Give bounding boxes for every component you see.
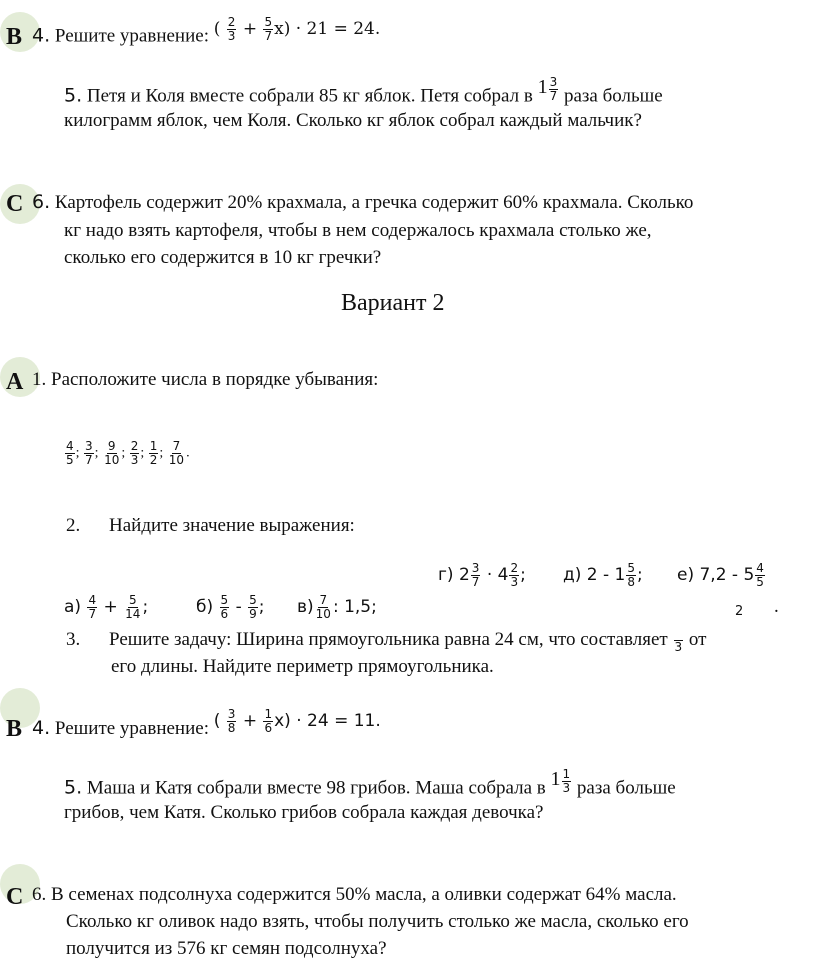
task-5-line-2: грибов, чем Катя. Сколько грибов собрала каждая девочка? <box>64 802 544 823</box>
expr-e: е) 7,2 - 5 $\frac{4}{5}$ <box>677 561 764 589</box>
task-text: В семенах подсолнуха содержится 50% масла, а оливки содержат 64% масла. <box>51 884 677 905</box>
task-text: Решите уравнение: <box>54 718 209 740</box>
task-number: 5. <box>64 776 83 799</box>
fraction: $\frac{7}{10}$ <box>168 439 185 467</box>
task-4-line <box>32 15 381 50</box>
expr-d: д) 2 - 1 $\frac{5}{8}$ ; <box>563 561 643 589</box>
task-6-line-3: получится из 576 кг семян подсолнуха? <box>66 938 387 959</box>
task-number: 6. <box>32 884 47 905</box>
task-number: 4. <box>32 24 51 47</box>
fraction: $\frac{5}{7}$ <box>264 15 273 43</box>
task-6-line-1 <box>32 885 677 904</box>
fraction: $\frac{9}{10}$ <box>104 439 120 467</box>
task-number: 4. <box>32 717 51 740</box>
task-text-end: раза больше <box>563 85 663 107</box>
fraction: $\frac{3}{7}$ <box>85 439 93 467</box>
task-6-line-1 <box>32 193 693 212</box>
task-number: 5. <box>64 84 83 107</box>
level-letter: B <box>6 716 23 742</box>
task-number: 1. <box>32 369 47 390</box>
fraction: $\frac{2}{3}$ <box>130 439 139 467</box>
variant-title: Вариант 2 <box>341 290 445 316</box>
plus-sign: + <box>242 18 258 39</box>
task-4-line <box>32 707 381 742</box>
expr-g: г) 2 $\frac{3}{7}$ · 4 $\frac{2}{3}$ ; <box>438 561 526 589</box>
task-text-end: от <box>688 629 707 650</box>
task-text: Найдите значение выражения: <box>109 515 355 536</box>
task-text: Картофель содержит 20% крахмала, а гречка содержит 60% крахмала. Сколько <box>54 192 694 213</box>
task-text: Решите уравнение: <box>54 25 209 47</box>
task-text: Петя и Коля вместе собрали 85 кг яблок. Петя собрал в <box>86 85 533 107</box>
fraction-list: $\frac{4}{5}$ ; $\frac{3}{7}$ ; $\frac{9}{10}$ ; $\frac{2}{3}$ ; $\frac{1}{2}$ ; $\frac{7}{10}$ . <box>66 439 190 467</box>
task-text: Расположите числа в порядке убывания: <box>51 369 379 390</box>
equation: ( $\frac{3}{8}$ + $\frac{1}{6}$ x) · 24 = 11. <box>213 707 381 735</box>
task-5-line-1 <box>64 75 663 110</box>
mixed-number: 1 $\frac{1}{3}$ <box>550 767 571 795</box>
task-5-line-2: килограмм яблок, чем Коля. Сколько кг яблок собрал каждый мальчик? <box>64 110 642 131</box>
fraction: $\frac{1}{2}$ <box>149 439 158 467</box>
task-3-line-2: его длины. Найдите периметр прямоугольника. <box>111 656 494 677</box>
task-5-line-1 <box>64 767 676 802</box>
level-letter: A <box>6 369 24 395</box>
stray-dot: . <box>774 596 779 617</box>
expr-a: а) $\frac{4}{7}$ + $\frac{5}{14}$ ; <box>64 593 149 621</box>
task-6-line-2: Сколько кг оливок надо взять, чтобы получить столько же масла, сколько его <box>66 911 689 932</box>
task-6-line-2: кг надо взять картофеля, чтобы в нем содержалось крахмала столько же, <box>64 220 652 241</box>
task-text: Маша и Катя собрали вместе 98 грибов. Маша собрала в <box>86 777 546 799</box>
level-letter: C <box>6 884 24 910</box>
mixed-number: 1 $\frac{3}{7}$ <box>537 75 558 103</box>
fraction: $\frac{2}{3}$ <box>227 15 236 43</box>
fraction: $\frac{4}{5}$ <box>66 439 74 467</box>
task-6-line-3: сколько его содержится в 10 кг гречки? <box>64 247 382 268</box>
task-number: 6. <box>32 191 51 213</box>
level-letter: B <box>6 24 23 50</box>
equation <box>213 15 381 43</box>
equation-rest: x) · 21 = 24. <box>274 18 381 39</box>
stray-digit: 2 <box>735 604 744 619</box>
task-text: Решите задачу: Ширина прямоугольника равна 24 см, что составляет <box>109 629 668 650</box>
task-2-line <box>66 516 355 535</box>
task-number: 3. <box>66 629 81 650</box>
task-text-end: раза больше <box>576 777 676 799</box>
task-1-line <box>32 370 378 389</box>
paren-open: ( <box>213 18 221 39</box>
task-number: 2. <box>66 515 81 536</box>
expr-v: в) $\frac{7}{10}$ : 1,5; <box>297 593 377 621</box>
level-letter: C <box>6 191 24 217</box>
expr-b: б) $\frac{5}{6}$ - $\frac{5}{9}$ ; <box>196 593 265 621</box>
fraction: 3 <box>673 636 683 654</box>
task-3-line-1 <box>66 629 707 654</box>
